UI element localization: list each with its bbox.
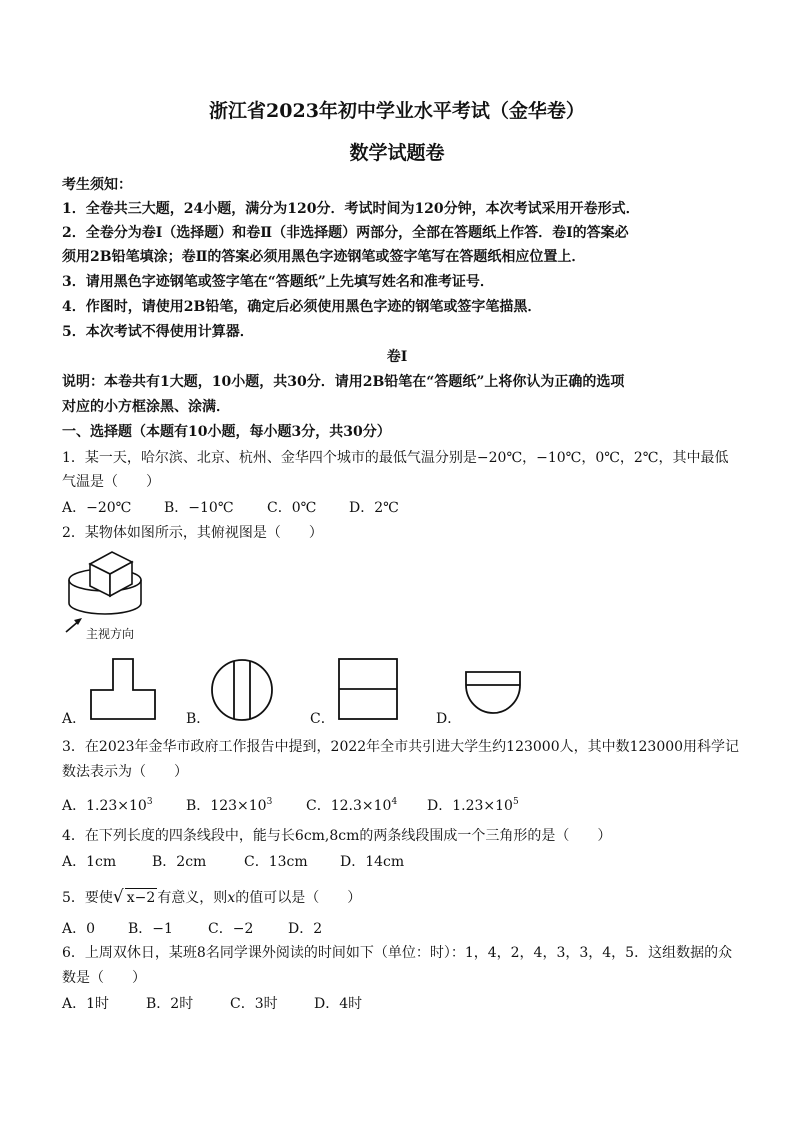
notice-item-3: 3．请用黑色字迹钢笔或签字笔在“答题纸”上先填写姓名和准考证号． (62, 274, 494, 290)
q1-option-b[interactable]: B．−10℃ (164, 500, 234, 516)
q2-option-d-label[interactable]: D． (436, 711, 462, 727)
q4-options (62, 853, 404, 871)
q2-option-c-label[interactable]: C． (310, 711, 335, 727)
q5-options (62, 920, 322, 938)
q1-option-c[interactable]: C．0℃ (267, 500, 317, 516)
q4-option-d[interactable]: D．14cm (340, 854, 405, 870)
q4-option-c[interactable]: C．13cm (244, 854, 308, 870)
notice-item-2a: 2．全卷分为卷Ⅰ（选择题）和卷Ⅱ（非选择题）两部分，全部在答题纸上作答．卷Ⅰ的答案必 (62, 225, 629, 241)
q6-option-b[interactable]: B．2时 (146, 996, 194, 1012)
q2-option-a-label[interactable]: A． (62, 711, 87, 727)
section-heading: 卷Ⅰ (386, 349, 408, 365)
q2-option-b-shape[interactable] (211, 659, 273, 721)
q3-option-b[interactable]: B．$123\times 10^3$ (186, 797, 273, 814)
q4-stem: 4．在下列长度的四条线段中，能与长6cm,8cm的两条线段围成一个三角形的是（ ） (62, 828, 612, 844)
notice-item-5: 5．本次考试不得使用计算器． (62, 324, 254, 340)
q6-stem-2: 数是（ ） (62, 970, 146, 986)
q1-stem-2: 气温是（ ） (62, 474, 160, 490)
q3-option-c[interactable]: C．$12.3\times 10^4$ (306, 797, 398, 814)
q1-option-a[interactable]: A．−20℃ (62, 500, 132, 516)
exam-subtitle: 数学试题卷 (349, 142, 445, 164)
q1-stem-1: 1．某一天，哈尔滨、北京、杭州、金华四个城市的最低气温分别是−20℃，−10℃，0℃，2℃，其中最低 (62, 450, 729, 466)
notice-item-4: 4．作图时，请使用2B铅笔，确定后必须使用黑色字迹的钢笔或签字笔描黑． (62, 299, 542, 315)
q5-radicand: x−2 (126, 890, 156, 906)
section-note-1: 说明：本卷共有1大题，10小题，共30分．请用2B铅笔在“答题纸”上将你认为正确的选项 (62, 374, 625, 390)
exam-title: 浙江省2023年初中学业水平考试（金华卷） (209, 100, 585, 122)
q6-option-d[interactable]: D．4时 (314, 996, 363, 1012)
q3-option-d[interactable]: D．$1.23\times 10^5$ (427, 797, 519, 814)
q2-stem: 2．某物体如图所示，其俯视图是（ ） (62, 525, 323, 541)
q6-stem-1: 6．上周双休日，某班8名同学课外阅读的时间如下（单位：时）：1，4，2，4，3，3，4，5．这组数据的众 (62, 945, 733, 961)
q2-option-b-label[interactable]: B． (186, 711, 211, 727)
q3-stem-1: 3．在2023年金华市政府工作报告中提到，2022年全市共引进大学生约123000人，其中数123000用科学记 (62, 739, 740, 755)
q6-option-a[interactable]: A．1时 (62, 996, 110, 1012)
q2-option-d-shape[interactable] (465, 671, 521, 715)
q5-option-c[interactable]: C．−2 (208, 921, 254, 937)
part-title: 一、选择题（本题有10小题，每小题3分，共30分） (62, 424, 391, 440)
q4-option-b[interactable]: B．2cm (152, 854, 207, 870)
notice-heading: 考生须知： (62, 177, 132, 193)
q3-options (62, 797, 519, 815)
q5-option-a[interactable]: A．0 (62, 921, 96, 937)
notice-item-2b: 须用2B铅笔填涂；卷Ⅱ的答案必须用黑色字迹钢笔或签字笔写在答题纸相应位置上． (62, 249, 586, 265)
q1-options (62, 499, 399, 517)
q2-option-a-shape[interactable] (90, 658, 156, 720)
q3-option-a[interactable]: A．$1.23\times 10^3$ (62, 797, 153, 814)
q6-option-c[interactable]: C．3时 (230, 996, 278, 1012)
q4-option-a[interactable]: A．1cm (62, 854, 117, 870)
section-note-2: 对应的小方框涂黑、涂满． (62, 399, 230, 415)
q5-stem: 5．要使√ x−2 有意义，则x的值可以是（ ） (62, 887, 362, 907)
notice-item-1: 1．全卷共三大题，24小题，满分为120分．考试时间为120分钟，本次考试采用开卷形式． (62, 201, 640, 217)
q1-option-d[interactable]: D．2℃ (349, 500, 399, 516)
q5-option-d[interactable]: D．2 (288, 921, 323, 937)
q3-stem-2: 数法表示为（ ） (62, 764, 188, 780)
q5-option-b[interactable]: B．−1 (128, 921, 173, 937)
q6-options (62, 995, 362, 1013)
q2-view-direction-label: 主视方向 (86, 627, 135, 641)
q2-option-c-shape[interactable] (338, 658, 398, 720)
